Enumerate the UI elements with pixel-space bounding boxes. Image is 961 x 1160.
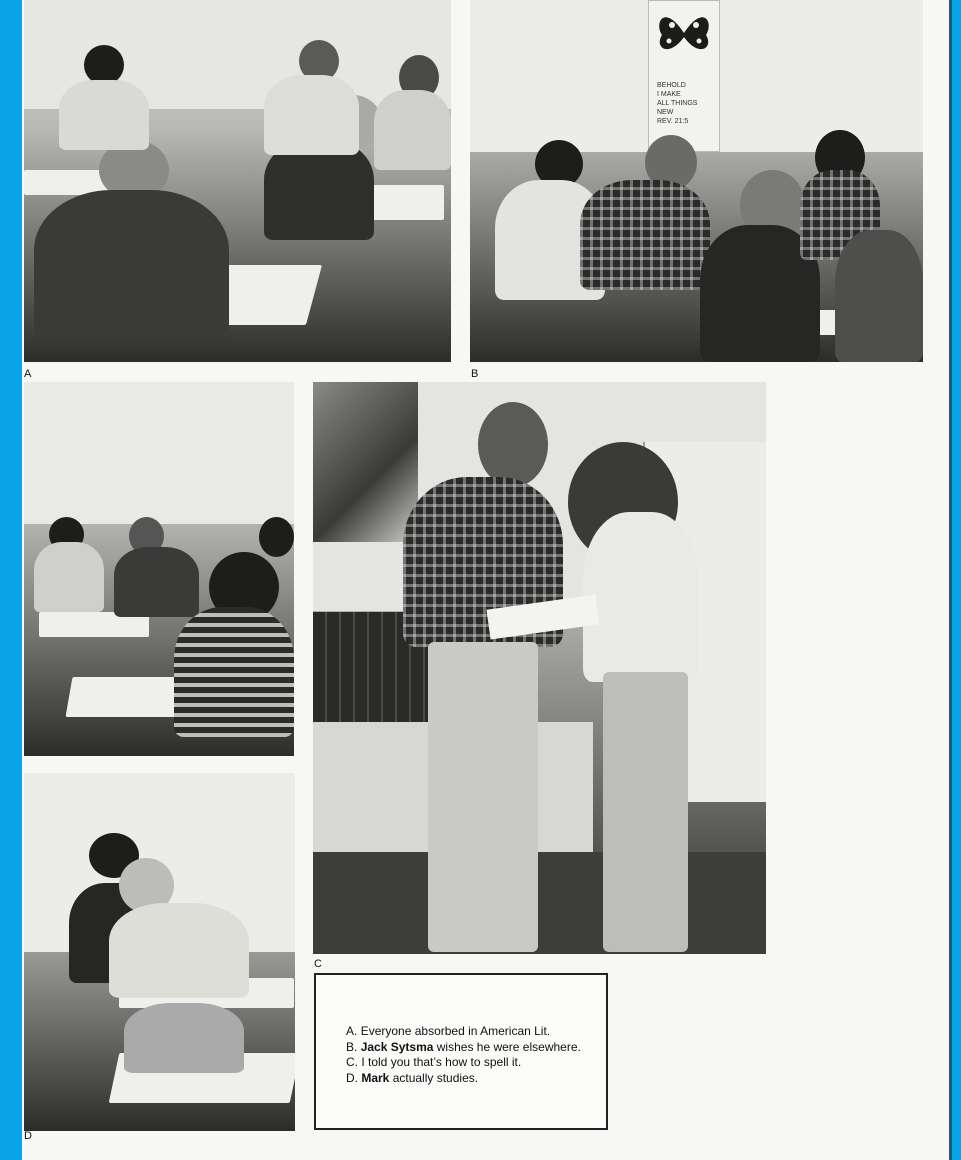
banner-line: BEHOLD xyxy=(657,82,686,89)
caption-d-name: Mark xyxy=(361,1070,390,1085)
photo-a xyxy=(24,0,451,362)
butterfly-icon xyxy=(654,3,714,63)
banner-line: REV. 21:5 xyxy=(657,118,689,125)
page-edge-left xyxy=(0,0,22,1160)
photo-b xyxy=(470,0,923,362)
caption-b: B. Jack Sytsma wishes he were elsewhere. xyxy=(346,1039,581,1054)
caption-c: C. I told you that’s how to spell it. xyxy=(346,1055,522,1069)
caption-list xyxy=(346,1024,581,1086)
banner xyxy=(648,0,720,152)
photo-d-label: D xyxy=(24,1130,32,1142)
photo-c xyxy=(313,382,766,954)
caption-d: D. Mark actually studies. xyxy=(346,1070,479,1085)
photo-a-label: A xyxy=(24,368,32,380)
photo-b-label: B xyxy=(471,368,479,380)
photo-d xyxy=(24,773,295,1131)
caption-box xyxy=(314,973,608,1130)
caption-b-name: Jack Sytsma xyxy=(360,1039,434,1054)
banner-line: ALL THINGS xyxy=(657,100,698,107)
banner-line: I MAKE xyxy=(657,91,681,98)
photo-c-label: C xyxy=(314,958,322,970)
photo-classroom-middle xyxy=(24,382,294,756)
page-edge-right xyxy=(952,0,961,1160)
caption-a: A. Everyone absorbed in American Lit. xyxy=(346,1024,551,1038)
banner-line: NEW xyxy=(657,109,674,116)
